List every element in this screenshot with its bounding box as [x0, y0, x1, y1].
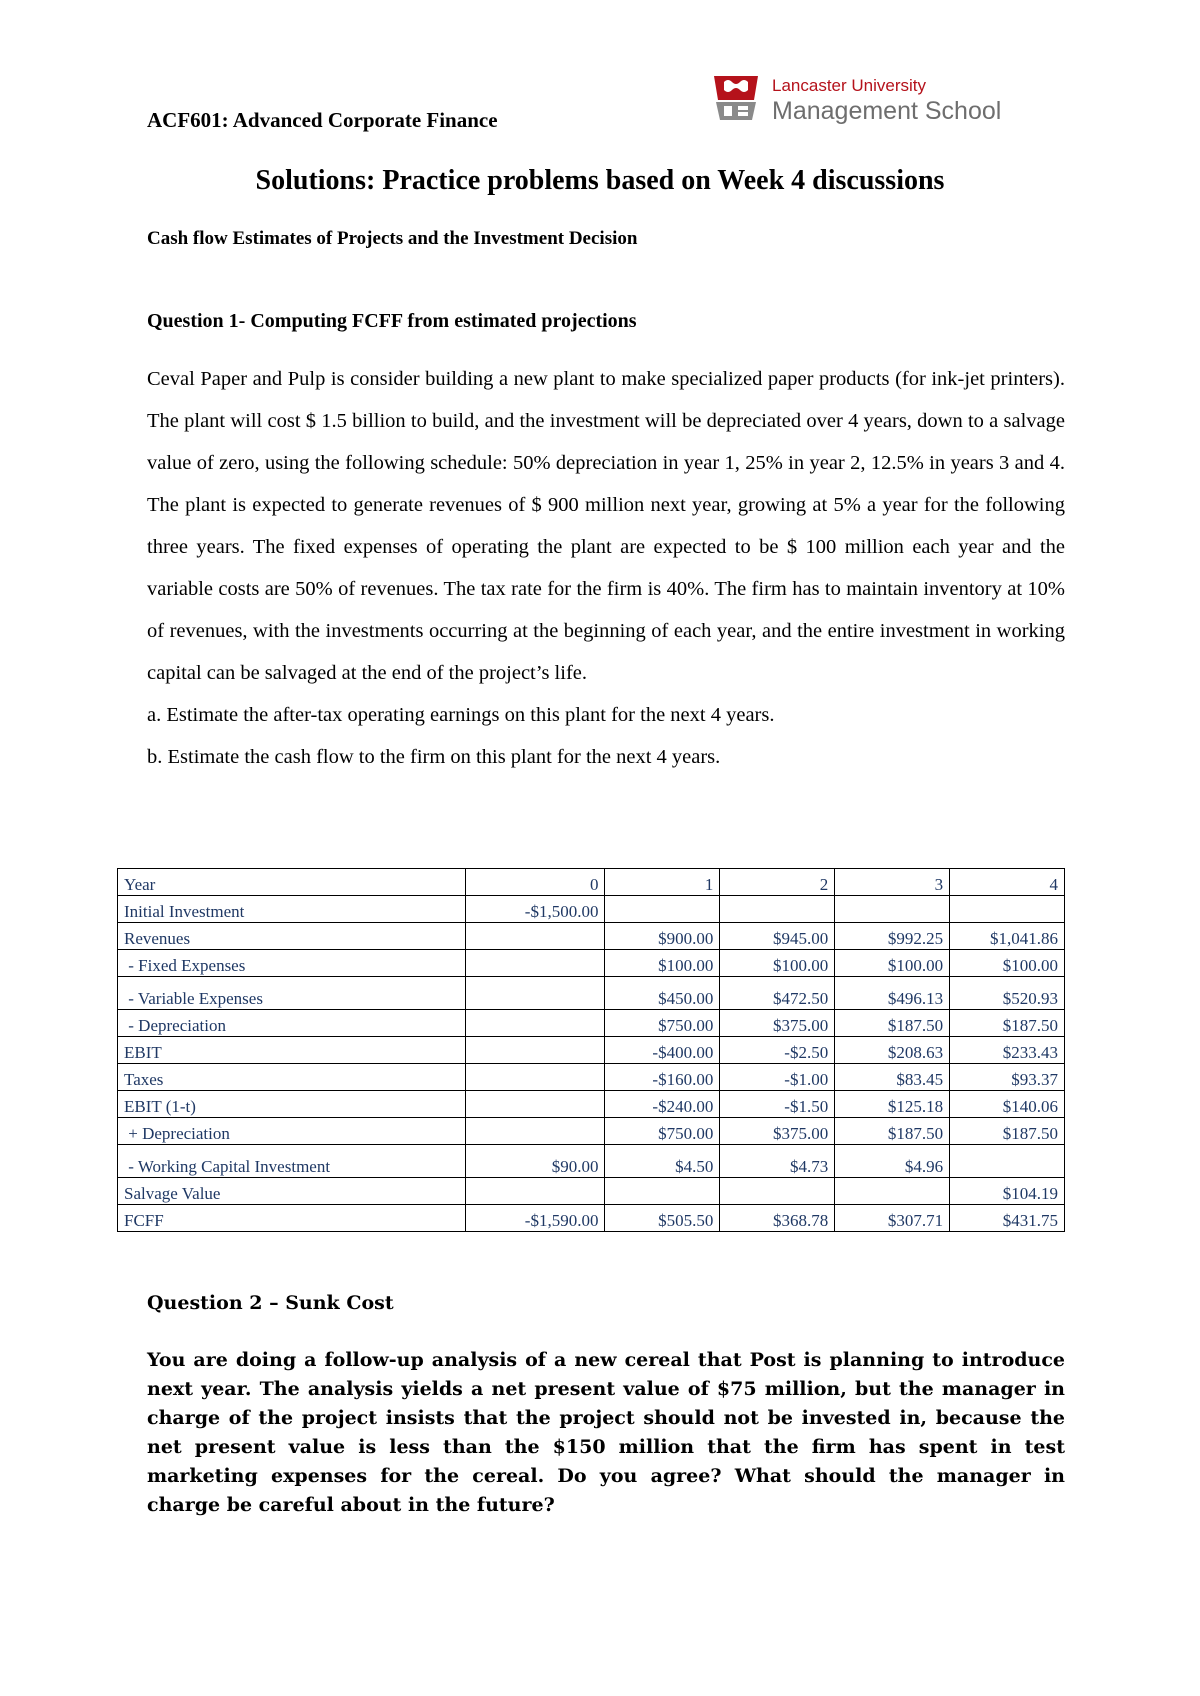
table-cell: $90.00: [465, 1145, 605, 1178]
table-cell: -$160.00: [605, 1064, 720, 1091]
table-cell: [465, 1178, 605, 1205]
table-header-cell: 0: [465, 869, 605, 896]
question-1-title: Question 1- Computing FCFF from estimated projections: [147, 310, 637, 332]
table-cell: [835, 1178, 950, 1205]
table-cell: [605, 896, 720, 923]
question-1-part-b: b. Estimate the cash flow to the firm on this plant for the next 4 years.: [147, 746, 721, 768]
question-1-text: Ceval Paper and Pulp is consider building a new plant to make specialized paper products (for ink-jet printers). The plant will cost $ 1.5 billion to build, and the investment will be depreciated over 4 years, down to a salvage value of zero, using the following schedule: 50% depreciation in year 1, 25% in year 2, 12.5% in years 3 and 4. The plant is expected to generate revenues of $ 900 million next year, growing at 5% a year for the following three years. The fixed expenses of operating the plant are expected to be $ 100 million each year and the variable costs are 50% of revenues. The tax rate for the firm is 40%. The firm has to maintain inventory at 10% of revenues, with the investments occurring at the beginning of each year, and the entire investment in working capital can be salvaged at the end of the project’s life.: [147, 368, 1065, 684]
logo-line-2: Management School: [772, 97, 1002, 125]
table-cell: -$1.50: [720, 1091, 835, 1118]
table-cell: $375.00: [720, 1118, 835, 1145]
table-cell: [465, 950, 605, 977]
table-row-label: - Depreciation: [118, 1010, 466, 1037]
table-cell: $4.50: [605, 1145, 720, 1178]
table-row-label: + Depreciation: [118, 1118, 466, 1145]
table-cell: $750.00: [605, 1010, 720, 1037]
table-cell: $233.43: [950, 1037, 1065, 1064]
table-cell: $208.63: [835, 1037, 950, 1064]
table-row-label: - Working Capital Investment: [118, 1145, 466, 1178]
table-cell: -$1,500.00: [465, 896, 605, 923]
table-cell: $83.45: [835, 1064, 950, 1091]
table-header-cell: 1: [605, 869, 720, 896]
table-cell: $520.93: [950, 977, 1065, 1010]
table-cell: [950, 896, 1065, 923]
table-cell: $307.71: [835, 1205, 950, 1232]
table-cell: $140.06: [950, 1091, 1065, 1118]
table-row: [118, 1118, 1065, 1145]
table-row-label: - Variable Expenses: [118, 977, 466, 1010]
table-cell: $945.00: [720, 923, 835, 950]
table-row: [118, 923, 1065, 950]
table-cell: [605, 1178, 720, 1205]
question-1-part-a: a. Estimate the after-tax operating earnings on this plant for the next 4 years.: [147, 704, 775, 726]
table-cell: $900.00: [605, 923, 720, 950]
table-cell: $100.00: [950, 950, 1065, 977]
table-cell: [950, 1145, 1065, 1178]
question-2-body: You are doing a follow-up analysis of a new cereal that Post is planning to introduce next year. The analysis yields a net present value of $75 million, but the manager in charge of the project insists that the project should not be invested in, because the net present value is less than the $150 million that the firm has spent in test marketing expenses for the cereal. Do you agree? What should the manager in charge be careful about in the future?: [147, 1349, 1065, 1516]
table-cell: $505.50: [605, 1205, 720, 1232]
table-cell: $125.18: [835, 1091, 950, 1118]
table-cell: [465, 923, 605, 950]
table-row: [118, 896, 1065, 923]
table-cell: -$240.00: [605, 1091, 720, 1118]
table-cell: $450.00: [605, 977, 720, 1010]
table-cell: $431.75: [950, 1205, 1065, 1232]
table-cell: $187.50: [950, 1118, 1065, 1145]
table-cell: $100.00: [835, 950, 950, 977]
table-cell: [720, 1178, 835, 1205]
table-cell: $100.00: [605, 950, 720, 977]
table-cell: $750.00: [605, 1118, 720, 1145]
table-row-label: Initial Investment: [118, 896, 466, 923]
table-row: [118, 1091, 1065, 1118]
table-row-label: EBIT (1-t): [118, 1091, 466, 1118]
table-row-label: EBIT: [118, 1037, 466, 1064]
table-cell: $4.73: [720, 1145, 835, 1178]
document-title: Solutions: Practice problems based on Week 4 discussions: [255, 165, 945, 196]
table-cell: [720, 896, 835, 923]
table-cell: [465, 1037, 605, 1064]
table-header-cell: 4: [950, 869, 1065, 896]
table-row-label: FCFF: [118, 1205, 466, 1232]
table-cell: $93.37: [950, 1064, 1065, 1091]
table-cell: -$400.00: [605, 1037, 720, 1064]
table-cell: [465, 977, 605, 1010]
table-row: [118, 1010, 1065, 1037]
table-cell: $4.96: [835, 1145, 950, 1178]
table-cell: $1,041.86: [950, 923, 1065, 950]
table-cell: $472.50: [720, 977, 835, 1010]
question-2-title: Question 2 – Sunk Cost: [147, 1292, 394, 1314]
table-row: [118, 1145, 1065, 1178]
table-header-cell: Year: [118, 869, 466, 896]
table-header-cell: 3: [835, 869, 950, 896]
table-cell: $100.00: [720, 950, 835, 977]
table-cell: $496.13: [835, 977, 950, 1010]
table-cell: [465, 1118, 605, 1145]
table-cell: [835, 896, 950, 923]
table-cell: $187.50: [950, 1010, 1065, 1037]
crest-icon: [710, 74, 762, 122]
table-cell: $187.50: [835, 1010, 950, 1037]
table-cell: [465, 1010, 605, 1037]
table-row: [118, 977, 1065, 1010]
logo-line-1: Lancaster University: [772, 76, 927, 95]
table-row-label: Taxes: [118, 1064, 466, 1091]
table-row: [118, 950, 1065, 977]
course-title: ACF601: Advanced Corporate Finance: [147, 108, 498, 132]
table-cell: [465, 1064, 605, 1091]
table-row: [118, 1037, 1065, 1064]
table-row: [118, 1178, 1065, 1205]
table-row-label: - Fixed Expenses: [118, 950, 466, 977]
university-logo: [710, 70, 1010, 130]
table-cell: $368.78: [720, 1205, 835, 1232]
table-row: [118, 1205, 1065, 1232]
table-cell: -$2.50: [720, 1037, 835, 1064]
table-cell: [465, 1091, 605, 1118]
fcff-table: [117, 868, 1065, 1232]
table-cell: $104.19: [950, 1178, 1065, 1205]
table-row-label: Revenues: [118, 923, 466, 950]
table-row-label: Salvage Value: [118, 1178, 466, 1205]
document-subtitle: Cash flow Estimates of Projects and the Investment Decision: [147, 228, 638, 249]
table-row: [118, 1064, 1065, 1091]
table-cell: -$1,590.00: [465, 1205, 605, 1232]
table-cell: -$1.00: [720, 1064, 835, 1091]
table-header-cell: 2: [720, 869, 835, 896]
table-header-row: [118, 869, 1065, 896]
table-cell: $375.00: [720, 1010, 835, 1037]
table-cell: $187.50: [835, 1118, 950, 1145]
table-cell: $992.25: [835, 923, 950, 950]
question-1-body: [147, 358, 1065, 778]
